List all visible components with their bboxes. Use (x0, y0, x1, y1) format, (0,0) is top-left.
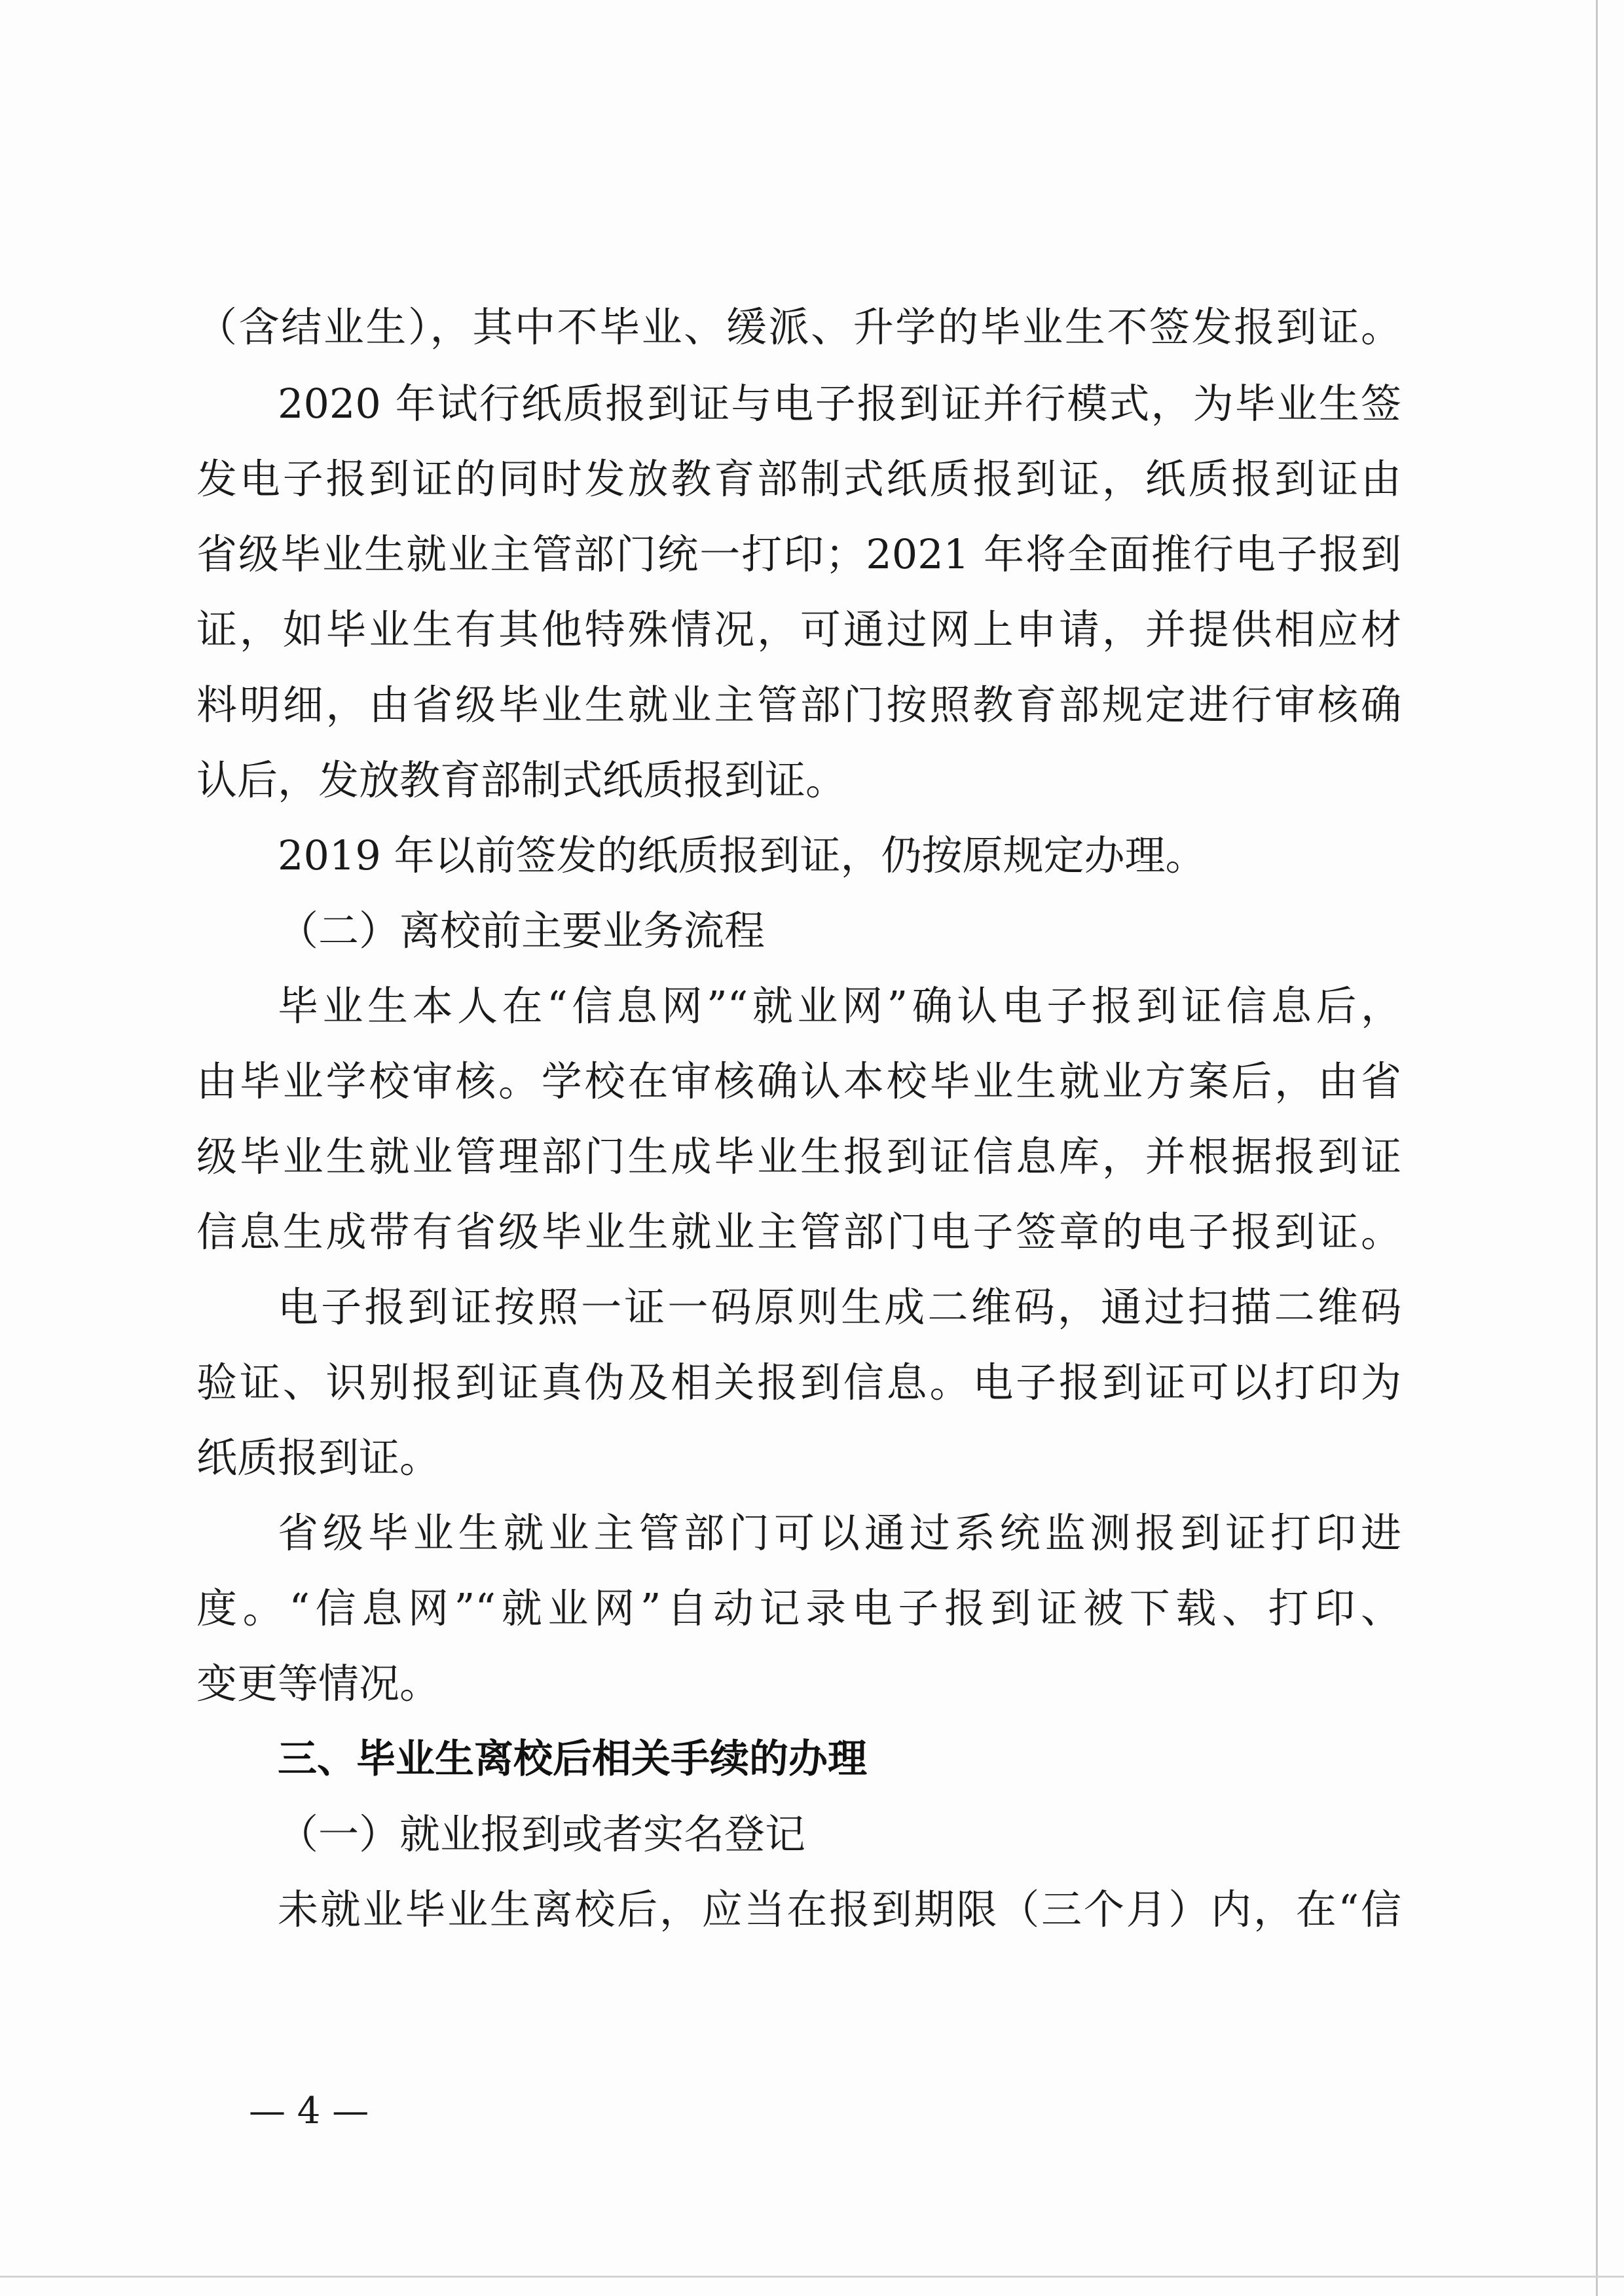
page-number: — 4 — (249, 2090, 369, 2132)
text-line-16: 纸质报到证。 (196, 1434, 441, 1482)
text-line-4: 省级毕业生就业主管部门统一打印；2021 年将全面推行电子报到 (196, 530, 1401, 578)
section-subheading-2: （二）离校前主要业务流程 (278, 907, 766, 955)
text-line-7: 认后，发放教育部制式纸质报到证。 (196, 756, 847, 804)
text-line-11: 由毕业学校审核。学校在审核确认本校毕业生就业方案后，由省 (196, 1057, 1401, 1105)
text-line-15: 验证、识别报到证真伪及相关报到信息。电子报到证可以打印为 (196, 1358, 1401, 1406)
text-line-6: 料明细，由省级毕业生就业主管部门按照教育部规定进行审核确 (196, 681, 1401, 729)
text-line-14: 电子报到证按照一证一码原则生成二维码，通过扫描二维码 (278, 1283, 1401, 1331)
section-heading-3: 三、毕业生离校后相关手续的办理 (278, 1736, 867, 1782)
text-line-19: 变更等情况。 (196, 1660, 441, 1707)
text-line-10: 毕业生本人在“信息网”“就业网”确认电子报到证信息后， (278, 982, 1401, 1030)
text-line-2: 2020 年试行纸质报到证与电子报到证并行模式，为毕业生签 (278, 380, 1401, 428)
text-line-12: 级毕业生就业管理部门生成毕业生报到证信息库，并根据报到证 (196, 1133, 1401, 1180)
section-subheading-3-1: （一）就业报到或者实名登记 (278, 1810, 806, 1858)
text-line-13: 信息生成带有省级毕业生就业主管部门电子签章的电子报到证。 (196, 1208, 1401, 1256)
text-line-22: 未就业毕业生离校后，应当在报到期限（三个月）内，在“信 (278, 1886, 1401, 1933)
text-line-5: 证，如毕业生有其他特殊情况，可通过网上申请，并提供相应材 (196, 606, 1401, 653)
text-line-18: 度。“信息网”“就业网”自动记录电子报到证被下载、打印、 (196, 1584, 1401, 1632)
text-line-8: 2019 年以前签发的纸质报到证，仍按原规定办理。 (278, 831, 1206, 879)
text-line-1: （含结业生），其中不毕业、缓派、升学的毕业生不签发报到证。 (196, 303, 1401, 351)
scan-bottom-line (0, 2276, 1624, 2278)
text-line-3: 发电子报到证的同时发放教育部制式纸质报到证，纸质报到证由 (196, 455, 1401, 503)
scan-edge-line (1596, 0, 1598, 2296)
text-line-17: 省级毕业生就业主管部门可以通过系统监测报到证打印进 (278, 1509, 1401, 1557)
